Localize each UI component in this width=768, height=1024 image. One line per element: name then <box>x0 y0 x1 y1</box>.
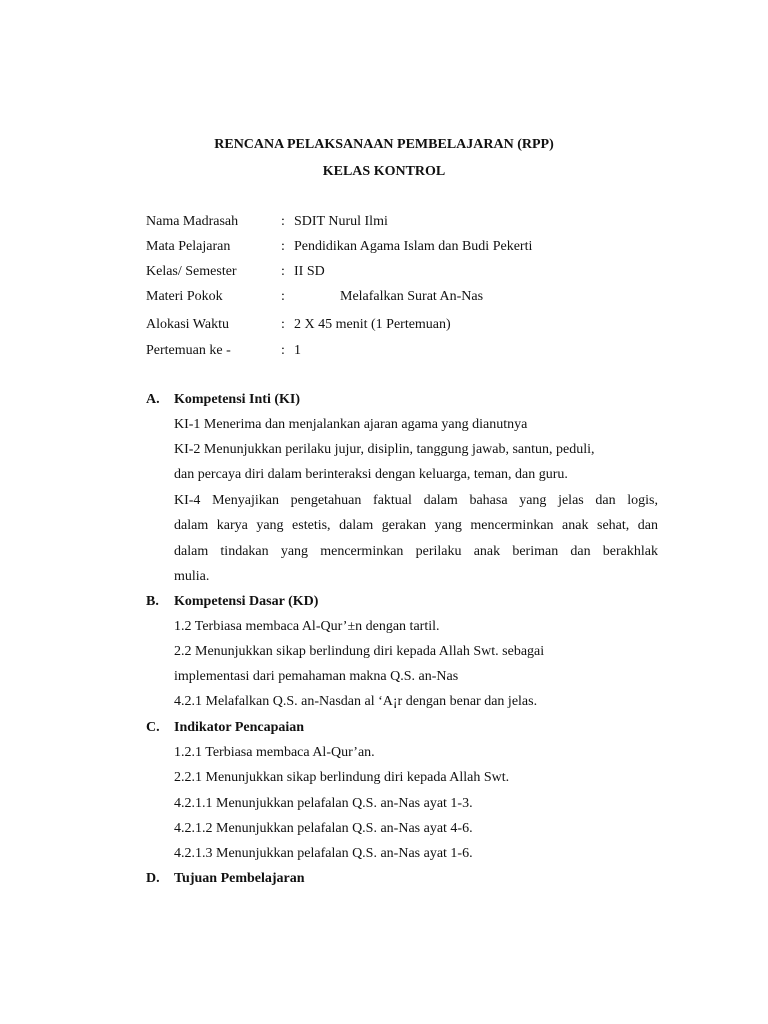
section-a-line: dalam tindakan yang mencerminkan perilaku anak beriman dan berakhlak <box>174 544 658 559</box>
section-title: Tujuan Pembelajaran <box>174 871 305 886</box>
identity-colon: : <box>281 343 285 358</box>
section-c-line: 4.2.1.1 Menunjukkan pelafalan Q.S. an-Nas ayat 1-3. <box>174 796 473 811</box>
section-title: Kompetensi Inti (KI) <box>174 392 300 407</box>
section-a-line: dalam karya yang estetis, dalam gerakan yang mencerminkan anak sehat, dan <box>174 518 658 533</box>
section-a-line: KI-2 Menunjukkan perilaku jujur, disiplin, tanggung jawab, santun, peduli, <box>174 442 595 457</box>
section-b-line: 4.2.1 Melafalkan Q.S. an-Nasdan al ‘A¡r dengan benar dan jelas. <box>174 694 538 709</box>
section-a-line: dan percaya diri dalam berinteraksi dengan keluarga, teman, dan guru. <box>174 467 568 482</box>
document-subtitle: KELAS KONTROL <box>322 164 446 179</box>
identity-colon: : <box>281 214 285 229</box>
identity-value: Pendidikan Agama Islam dan Budi Pekerti <box>294 239 533 254</box>
identity-colon: : <box>281 264 285 279</box>
identity-value: 2 X 45 menit (1 Pertemuan) <box>294 317 451 332</box>
identity-colon: : <box>281 317 285 332</box>
identity-value: II SD <box>294 264 325 279</box>
identity-label: Mata Pelajaran <box>146 239 231 254</box>
identity-colon: : <box>281 289 285 304</box>
identity-label: Nama Madrasah <box>146 214 239 229</box>
identity-value: Melafalkan Surat An-Nas <box>340 289 484 304</box>
section-letter: D. <box>146 871 160 886</box>
identity-value: SDIT Nurul Ilmi <box>294 214 388 229</box>
document-title: RENCANA PELAKSANAAN PEMBELAJARAN (RPP) <box>214 137 554 152</box>
section-a-line: mulia. <box>174 569 210 584</box>
section-letter: B. <box>146 594 159 609</box>
section-title: Kompetensi Dasar (KD) <box>174 594 319 609</box>
section-c-line: 4.2.1.3 Menunjukkan pelafalan Q.S. an-Nas ayat 1-6. <box>174 846 473 861</box>
identity-label: Alokasi Waktu <box>146 317 229 332</box>
identity-label: Kelas/ Semester <box>146 264 237 279</box>
section-b-line: implementasi dari pemahaman makna Q.S. an-Nas <box>174 669 459 684</box>
section-c-line: 1.2.1 Terbiasa membaca Al-Qur’an. <box>174 745 375 760</box>
identity-label: Materi Pokok <box>146 289 223 304</box>
section-letter: C. <box>146 720 160 735</box>
section-b-line: 2.2 Menunjukkan sikap berlindung diri kepada Allah Swt. sebagai <box>174 644 545 659</box>
section-letter: A. <box>146 392 160 407</box>
section-c-line: 2.2.1 Menunjukkan sikap berlindung diri kepada Allah Swt. <box>174 770 510 785</box>
section-title: Indikator Pencapaian <box>174 720 305 735</box>
section-b-line: 1.2 Terbiasa membaca Al-Qur’±n dengan tartil. <box>174 619 440 634</box>
section-a-line: KI-4 Menyajikan pengetahuan faktual dalam bahasa yang jelas dan logis, <box>174 493 658 508</box>
identity-label: Pertemuan ke - <box>146 343 231 358</box>
identity-value: 1 <box>294 343 301 358</box>
section-a-line: KI-1 Menerima dan menjalankan ajaran agama yang dianutnya <box>174 417 528 432</box>
identity-colon: : <box>281 239 285 254</box>
section-c-line: 4.2.1.2 Menunjukkan pelafalan Q.S. an-Nas ayat 4-6. <box>174 821 473 836</box>
